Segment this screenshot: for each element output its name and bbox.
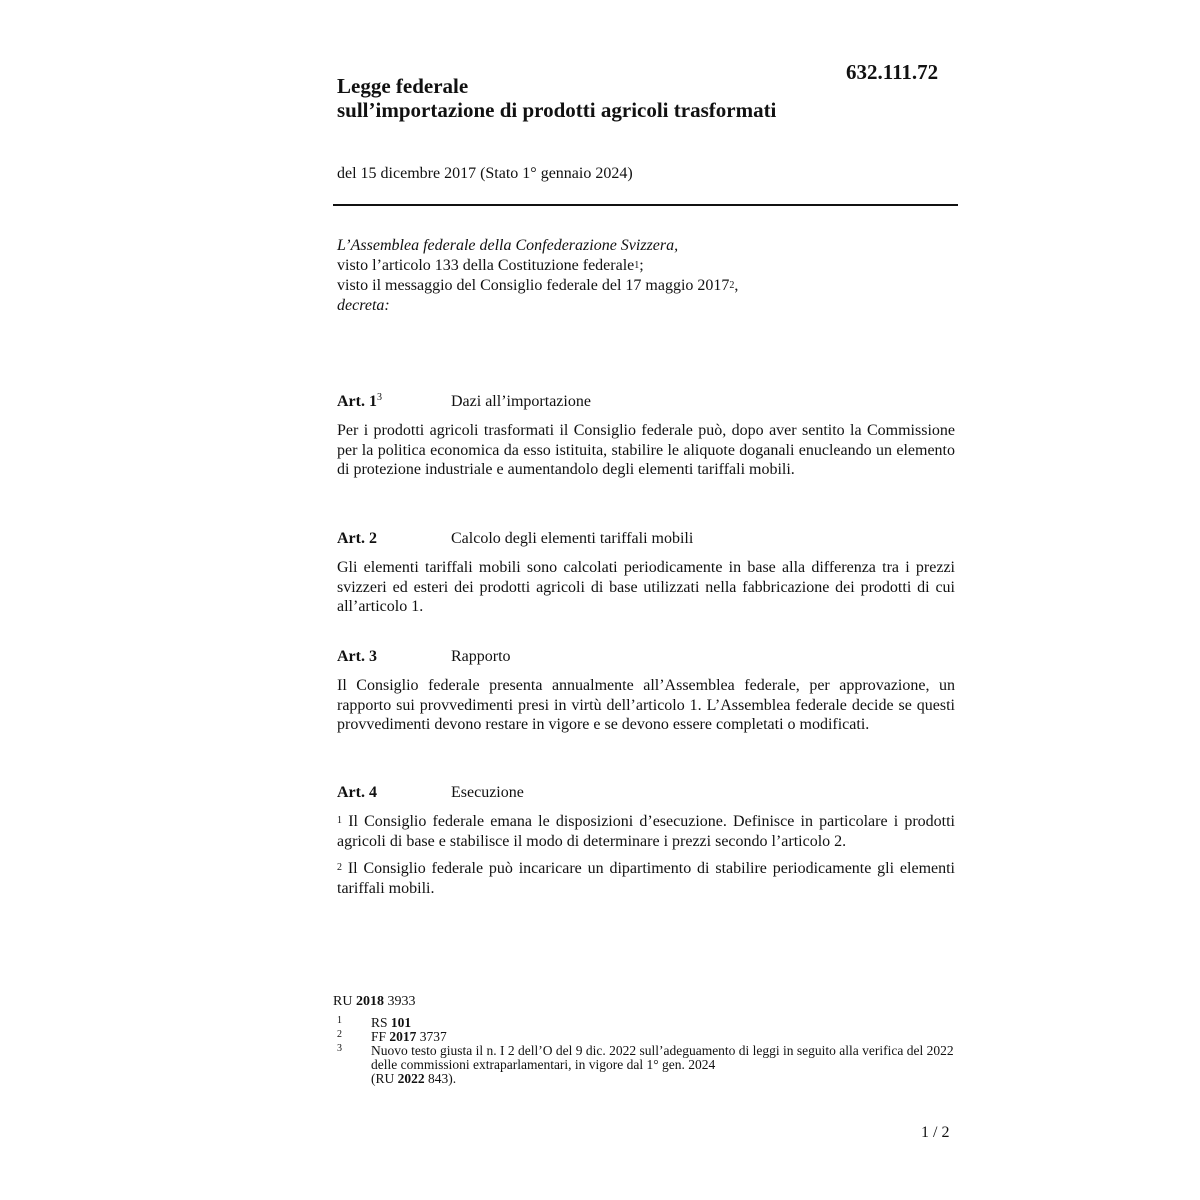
article-4-number: Art. 4 (337, 784, 377, 801)
date-line: del 15 dicembre 2017 (Stato 1° gennaio 2024) (337, 165, 633, 182)
page-number: 1 / 2 (921, 1124, 950, 1141)
footnote-3-ref-close: 843). (428, 1071, 457, 1086)
article-1-heading (337, 393, 955, 413)
article-1 (337, 393, 955, 488)
preamble-line-1 (337, 256, 957, 276)
article-2-paragraph: Gli elementi tariffali mobili sono calcolati periodicamente in base alla differenza tra i prezzi svizzeri ed esteri dei prodotti agricoli di base utilizzati nella fabbricazione dei prodotti di cui all’articolo 1. (337, 559, 955, 615)
footnote-3-text: Nuovo testo giusta il n. I 2 dell’O del 9 dic. 2022 sull’adeguamento di leggi in seguito alla verifica del 2022 delle commissioni extraparlamentari, in vigore dal 1° gen. 2024 (371, 1043, 954, 1072)
preamble-decree: decreta: (337, 297, 390, 314)
preamble-line-2-text: visto il messaggio del Consiglio federale del 17 maggio 2017 (337, 277, 730, 294)
preamble-line-1-text: visto l’articolo 133 della Costituzione federale (337, 257, 635, 274)
footnote-ref-3[interactable]: 3 (376, 392, 382, 403)
article-3-title: Rapporto (451, 648, 511, 665)
article-4-title: Esecuzione (451, 784, 524, 801)
footnote-2-prefix: FF (371, 1029, 387, 1044)
article-2-body (337, 558, 955, 617)
footnote-number: 2 (337, 1029, 342, 1040)
ru-prefix: RU (333, 994, 353, 1009)
ru-year: 2018 (355, 994, 384, 1009)
footnote-ref-1[interactable]: 1 (634, 260, 640, 271)
footnote-number: 3 (337, 1043, 342, 1054)
footnote-1-prefix: RS (371, 1015, 388, 1030)
law-title-line-1: Legge federale (337, 74, 469, 98)
article-3-paragraph: Il Consiglio federale presenta annualmente all’Assemblea federale, per approvazione, un rapporto sui provvedimenti presi in virtù dell’articolo 1. L’Assemblea federale decide se questi provvedimenti devono restare in vigore e se devono essere completati o modificati. (337, 677, 955, 733)
footnote-2 (337, 1030, 957, 1044)
article-4-heading (337, 784, 955, 804)
article-1-paragraph: Per i prodotti agricoli trasformati il Consiglio federale può, dopo aver sentito la Commissione per la politica economica da esso istituita, stabilire le aliquote doganali enucleando un elemento di protezione industriale e aumentandolo degli elementi tariffali mobili. (337, 422, 955, 478)
article-2-title: Calcolo degli elementi tariffali mobili (451, 530, 694, 547)
article-2-heading (337, 530, 955, 550)
ru-page: 3933 (387, 994, 416, 1009)
article-4-paragraph-2-text: Il Consiglio federale può incaricare un dipartimento di stabilire periodicamente gli elementi tariffali mobili. (337, 860, 956, 897)
preamble-assembly: L’Assemblea federale della Confederazione Svizzera, (337, 237, 679, 254)
law-title-line-2: sull’importazione di prodotti agricoli trasformati (337, 98, 777, 122)
header-divider (333, 204, 958, 206)
article-4-paragraph-2 (337, 859, 955, 898)
preamble-line-2 (337, 276, 957, 296)
footnote-3-ref-open: (RU (371, 1071, 395, 1086)
footnote-ref-2[interactable]: 2 (729, 280, 735, 291)
footnote-3 (337, 1044, 957, 1086)
preamble-line-2-end: , (734, 277, 739, 294)
article-3 (337, 648, 955, 743)
footnote-2-suffix: 3737 (419, 1029, 447, 1044)
footnote-number: 1 (337, 1015, 342, 1026)
preamble-line-1-end: ; (639, 257, 644, 274)
law-title (337, 74, 776, 122)
paragraph-number: 1 (337, 815, 342, 826)
sr-number: 632.111.72 (846, 60, 939, 84)
article-1-number (337, 393, 451, 411)
article-4-body (337, 812, 955, 898)
article-1-body (337, 421, 955, 480)
official-compilation-ref (333, 994, 415, 1010)
article-4-paragraph-1 (337, 812, 955, 851)
footnotes (337, 1016, 957, 1086)
footnote-3-ref-bold: 2022 (397, 1071, 425, 1086)
article-3-body (337, 676, 955, 735)
article-3-heading (337, 648, 955, 668)
footnote-2-bold: 2017 (389, 1029, 417, 1044)
article-2-number: Art. 2 (337, 530, 377, 547)
article-3-number: Art. 3 (337, 648, 377, 665)
article-1-number-text: Art. 1 (337, 393, 377, 410)
article-4 (337, 784, 955, 906)
footnote-1-bold: 101 (390, 1015, 412, 1030)
preamble (337, 236, 957, 316)
article-1-title: Dazi all’importazione (451, 393, 591, 410)
article-2 (337, 530, 955, 625)
article-4-paragraph-1-text: Il Consiglio federale emana le disposizioni d’esecuzione. Definisce in particolare i prodotti agricoli di base e stabilisce il modo di determinare i prezzi secondo l’articolo 2. (337, 813, 956, 850)
footnote-1 (337, 1016, 957, 1030)
paragraph-number: 2 (337, 862, 342, 873)
